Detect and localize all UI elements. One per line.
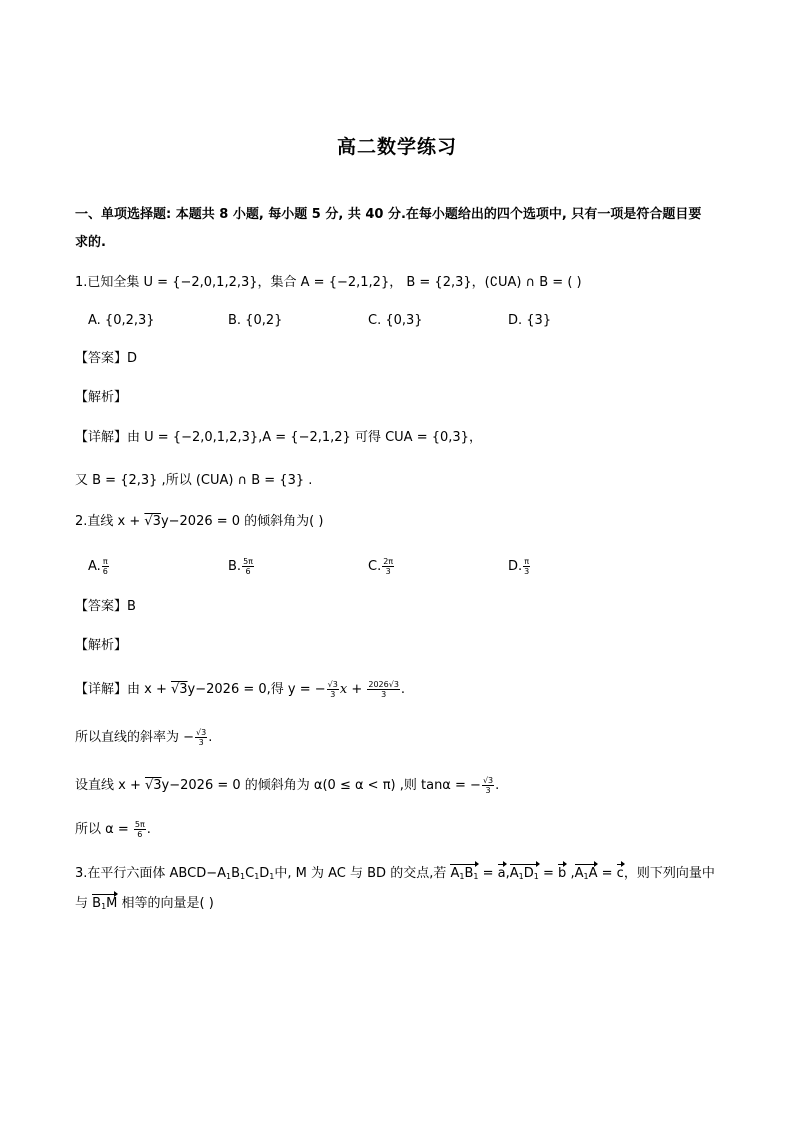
section-heading-line2: 求的. xyxy=(75,235,106,250)
q2-option-a: A. $\frac{\pi}{6}$ xyxy=(88,557,108,576)
q2-detail-1: 【详解】由 x + √3y−2026 = 0,得 y = − $\frac{√3}{3}$ x + $\frac{2026√3}{3}$ . xyxy=(75,680,406,699)
q2-option-c: C. $\frac{2\pi}{3}$ xyxy=(368,557,394,576)
q2-stem-pre: 2.直线 x + xyxy=(75,514,145,529)
page-title: 高二数学练习 xyxy=(336,136,457,158)
q1-option-b: B. {0,2} xyxy=(228,313,283,328)
q3-stem-line1: 3.在平行六面体 $ABCD-A_1B_1C_1D_1$中, M 为 AC 与 BD 的交点,若 $A_1B_1 = a,A_1D_1 = b$ $,A_1A = c$，则下列向量中 xyxy=(75,865,715,886)
q2-stem-sqrt: √3 xyxy=(144,514,161,529)
q1-detail-2: 又 B = {2,3} ,所以 (CUA) ∩ B = {3} . xyxy=(75,473,313,488)
q2-option-b: B. $\frac{5\pi}{6}$ xyxy=(228,557,253,576)
q2-detail-2: 所以直线的斜率为 − $\frac{√3}{3}$ . xyxy=(75,728,213,747)
q1-stem: 1.已知全集 U = {−2,0,1,2,3}，集合 A = {−2,1,2}， B = {2,3}，(∁UA) ∩ B = ( ) xyxy=(75,275,582,290)
section-heading-line1: 一、单项选择题: 本题共 8 小题, 每小题 5 分, 共 40 分.在每小题给出的四个选项中, 只有一项是符合题目要 xyxy=(75,207,702,222)
q2-answer: 【答案】B xyxy=(75,599,136,614)
q1-answer: 【答案】D xyxy=(75,351,138,366)
q2-stem xyxy=(75,513,323,531)
q1-analysis: 【解析】 xyxy=(75,390,128,405)
q2-stem-post: y−2026 = 0 的倾斜角为( ) xyxy=(160,514,324,529)
q1-option-d: D. {3} xyxy=(508,313,552,328)
q2-analysis: 【解析】 xyxy=(75,638,128,653)
q1-detail-1: 【详解】由 U = {−2,0,1,2,3},A = {−2,1,2} 可得 CUA = {0,3}， xyxy=(75,430,482,445)
q1-option-a: A. {0,2,3} xyxy=(88,313,155,328)
q2-option-d: D. $\frac{\pi}{3}$ xyxy=(508,557,530,576)
q2-detail-3: 设直线 x + √3y−2026 = 0 的倾斜角为 α(0 ≤ α < π) ,则 tanα = − $\frac{√3}{3}$ . xyxy=(75,776,500,795)
q3-stem-line2: 与 $B_1M$ 相等的向量是( ) xyxy=(75,895,214,916)
q1-option-c: C. {0,3} xyxy=(368,313,423,328)
q2-detail-4: 所以 α = $\frac{5\pi}{6}$ . xyxy=(75,820,151,839)
